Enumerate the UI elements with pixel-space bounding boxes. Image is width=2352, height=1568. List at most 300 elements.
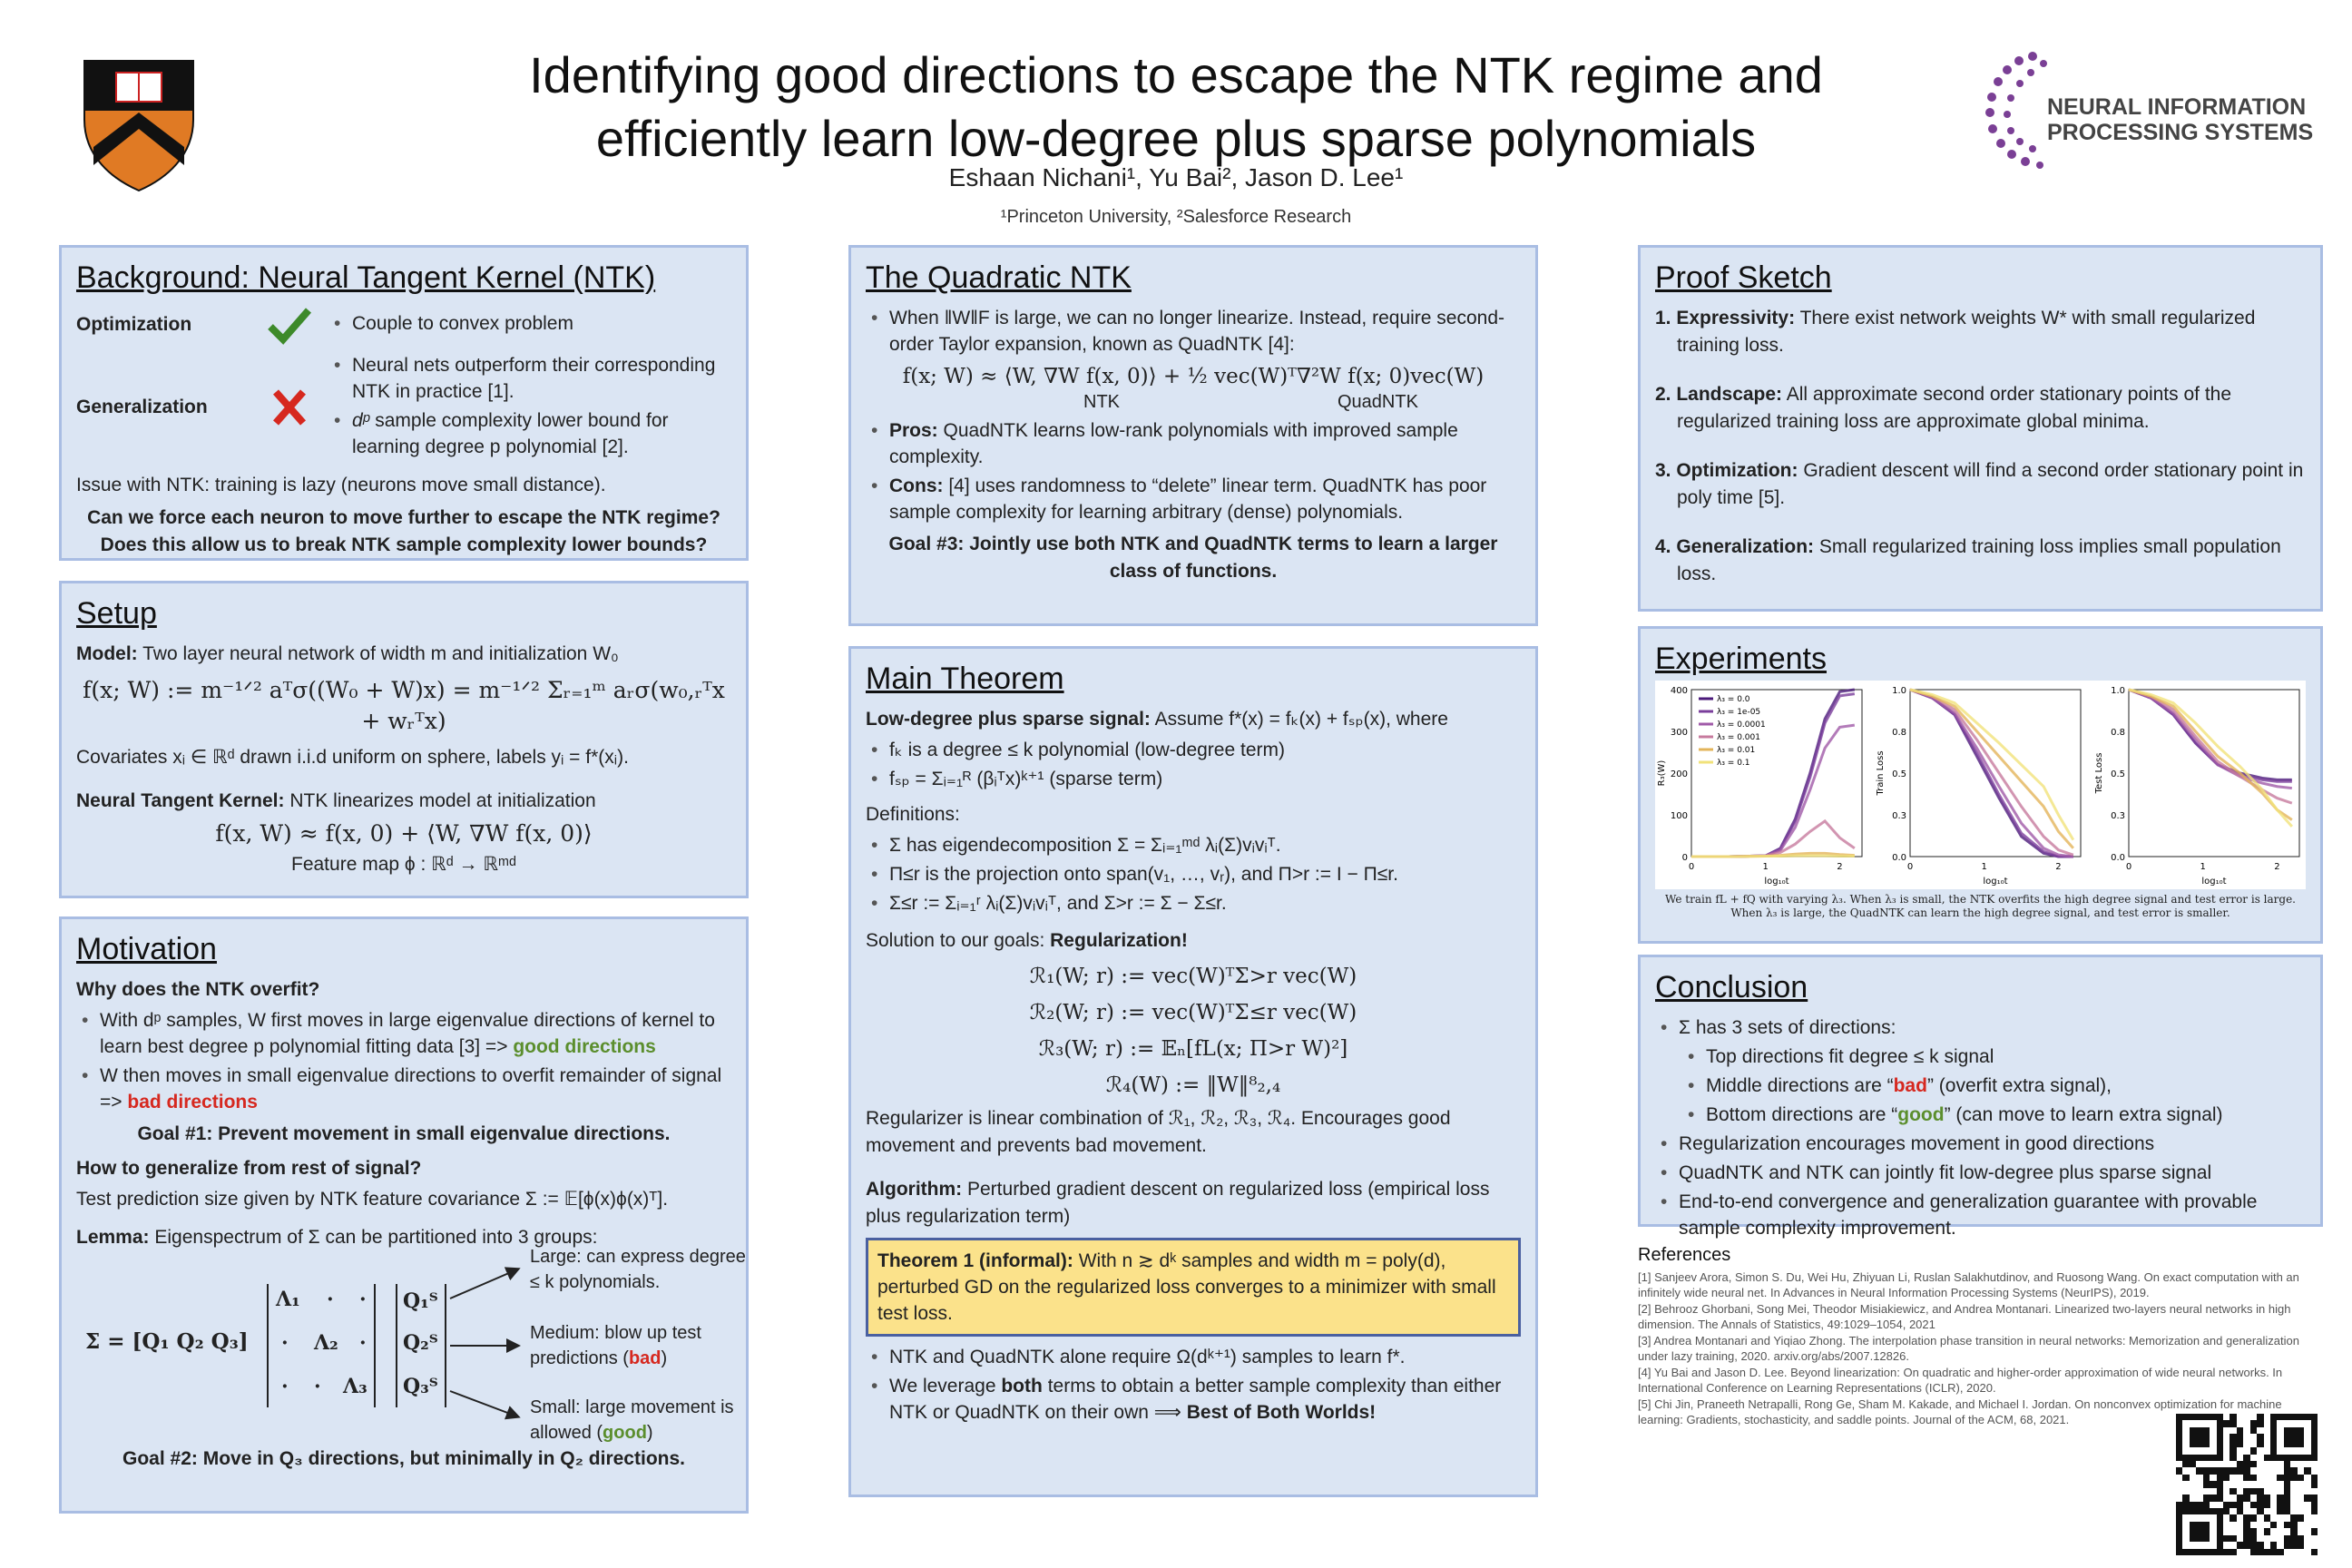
qr-module xyxy=(2176,1414,2182,1420)
q1-transpose: Q₁ᵀ xyxy=(403,1289,438,1313)
qr-module xyxy=(2223,1488,2230,1494)
qr-module xyxy=(2284,1441,2290,1447)
qr-module xyxy=(2257,1522,2263,1528)
optimization-item: • Couple to convex problem xyxy=(328,310,573,337)
c2-post: terms to obtain a better sample complexity than either NTK or QuadNTK on their own ⟹ xyxy=(889,1376,1502,1423)
legend-entry: λ₃ = 0.01 xyxy=(1717,746,1756,755)
qr-module xyxy=(2230,1467,2236,1474)
qr-module xyxy=(2284,1508,2290,1514)
qr-module xyxy=(2210,1542,2216,1548)
qr-module xyxy=(2270,1535,2277,1542)
qr-module xyxy=(2190,1535,2196,1542)
qr-module xyxy=(2270,1494,2277,1501)
quadratic-bullet-1: • When ‖W‖F is large, we can no longer linearize. Instead, require second-order Taylor expansion, known as QuadNTK [4]: xyxy=(866,305,1521,358)
qr-module xyxy=(2196,1420,2202,1426)
qr-module xyxy=(2190,1481,2196,1487)
qr-module xyxy=(2290,1502,2297,1508)
qr-module xyxy=(2250,1502,2257,1508)
qr-module xyxy=(2217,1461,2223,1467)
qr-module xyxy=(2176,1522,2182,1528)
solution-text: Solution to our goals: xyxy=(866,930,1045,951)
generalization-item-1: • Neural nets outperform their corresponding NTK in practice [1]. xyxy=(328,352,728,405)
c1c-pre: Bottom directions are “ xyxy=(1706,1104,1898,1125)
reference-item: [5] Chi Jin, Praneeth Netrapalli, Rong Ge, Sham M. Kakade, and Michael I. Jordan. On nonconvex optimization for machine learning: Gradients, stochasticity, and saddle points. Journal of the ACM, 68, 2021. xyxy=(1638,1397,2282,1426)
qr-module xyxy=(2298,1535,2304,1542)
qr-module xyxy=(2223,1447,2230,1454)
qr-module xyxy=(2217,1514,2223,1521)
qr-module xyxy=(2243,1447,2249,1454)
qr-code[interactable] xyxy=(2176,1414,2318,1555)
qr-module xyxy=(2304,1475,2310,1481)
qr-module xyxy=(2203,1488,2210,1494)
p2-text: All approximate second order stationary points of the regularized training loss are approximate global minima. xyxy=(1677,384,2232,432)
y-tick-label: 0.0 xyxy=(2111,853,2125,863)
sigma-decomposition: Σ = [Q₁ Q₂ Q₃] xyxy=(85,1329,249,1354)
qr-module xyxy=(2284,1481,2290,1487)
qr-module xyxy=(2311,1528,2318,1534)
qr-module xyxy=(2298,1488,2304,1494)
qr-module xyxy=(2277,1542,2283,1548)
qr-module xyxy=(2190,1434,2196,1440)
qr-module xyxy=(2304,1522,2310,1528)
qr-module xyxy=(2217,1434,2223,1440)
qr-module xyxy=(2290,1528,2297,1534)
experiments-heading: Experiments xyxy=(1655,642,1827,676)
qr-module xyxy=(2237,1481,2243,1487)
matrix-dot: · xyxy=(314,1375,321,1398)
qr-module xyxy=(2230,1502,2236,1508)
qr-module xyxy=(2230,1420,2236,1426)
qr-module xyxy=(2243,1494,2249,1501)
eigenspectrum-diagram xyxy=(76,1247,746,1443)
qr-module xyxy=(2196,1542,2202,1548)
qr-module xyxy=(2243,1461,2249,1467)
p4-label: 4. Generalization: xyxy=(1655,536,1815,557)
qr-module xyxy=(2182,1414,2189,1420)
qr-module xyxy=(2270,1528,2277,1534)
experiments-panel xyxy=(1638,626,2323,944)
qr-module xyxy=(2311,1414,2318,1420)
paren: ) xyxy=(646,1423,653,1443)
qr-module xyxy=(2182,1528,2189,1534)
qr-module xyxy=(2217,1414,2223,1420)
qr-module xyxy=(2284,1420,2290,1426)
qr-module xyxy=(2304,1414,2310,1420)
qr-module xyxy=(2270,1481,2277,1487)
qr-module xyxy=(2250,1494,2257,1501)
qr-module xyxy=(2196,1455,2202,1461)
qr-module xyxy=(2210,1514,2216,1521)
qr-module xyxy=(2203,1427,2210,1434)
qr-module xyxy=(2230,1514,2236,1521)
ntk-issue: Issue with NTK: training is lazy (neurons move small distance). xyxy=(76,475,606,495)
proof-heading: Proof Sketch xyxy=(1655,260,1832,295)
qr-module xyxy=(2223,1535,2230,1542)
qr-module xyxy=(2304,1528,2310,1534)
qr-module xyxy=(2270,1475,2277,1481)
qr-module xyxy=(2210,1502,2216,1508)
qr-module xyxy=(2210,1455,2216,1461)
small-eigen-note xyxy=(530,1395,748,1446)
qr-module xyxy=(2230,1475,2236,1481)
qr-module xyxy=(2298,1528,2304,1534)
conclusion-2: • Regularization encourages movement in good directions xyxy=(1655,1131,2306,1157)
qr-module xyxy=(2230,1508,2236,1514)
x-tick-label: 2 xyxy=(1837,862,1843,872)
qr-module xyxy=(2190,1427,2196,1434)
qr-module xyxy=(2270,1447,2277,1454)
qr-module xyxy=(2196,1508,2202,1514)
qr-module xyxy=(2217,1488,2223,1494)
qr-module xyxy=(2243,1522,2249,1528)
qr-module xyxy=(2298,1522,2304,1528)
qr-module xyxy=(2277,1514,2283,1521)
qr-module xyxy=(2190,1447,2196,1454)
qr-module xyxy=(2270,1522,2277,1528)
y-tick-label: 0.3 xyxy=(1892,811,1906,821)
qr-module xyxy=(2176,1542,2182,1548)
qr-module xyxy=(2196,1494,2202,1501)
y-tick-label: 1.0 xyxy=(1892,686,1906,696)
qr-module xyxy=(2243,1535,2249,1542)
goal-1: Goal #1: Prevent movement in small eigenvalue directions. xyxy=(137,1123,671,1144)
qr-module xyxy=(2203,1494,2210,1501)
qr-module xyxy=(2237,1549,2243,1555)
qr-module xyxy=(2203,1434,2210,1440)
dp-math: dᵖ xyxy=(352,410,370,431)
qr-module xyxy=(2277,1455,2283,1461)
qr-module xyxy=(2190,1522,2196,1528)
qr-module xyxy=(2290,1414,2297,1420)
pros-label: Pros: xyxy=(889,420,938,441)
qr-module xyxy=(2284,1488,2290,1494)
qr-module xyxy=(2304,1427,2310,1434)
qr-module xyxy=(2182,1475,2189,1481)
x-tick-label: 0 xyxy=(1906,862,1914,872)
motivation-heading: Motivation xyxy=(76,932,217,966)
x-tick-label: 2 xyxy=(2055,862,2062,872)
qr-module xyxy=(2196,1481,2202,1487)
qr-module xyxy=(2210,1461,2216,1467)
qr-module xyxy=(2182,1522,2189,1528)
c1b-pre: Middle directions are “ xyxy=(1706,1075,1894,1096)
quadntk-equation: f(x; W) ≈ ⟨W, ∇W f(x, 0)⟩ + ½ vec(W)ᵀ∇²W f(x; 0)vec(W) xyxy=(902,365,1485,388)
qr-module xyxy=(2284,1427,2290,1434)
generalization-label: Generalization xyxy=(76,397,208,417)
cross-icon xyxy=(267,385,312,430)
qr-module xyxy=(2196,1427,2202,1434)
qr-module xyxy=(2210,1535,2216,1542)
qr-module xyxy=(2264,1549,2270,1555)
qr-module xyxy=(2264,1535,2270,1542)
qr-module xyxy=(2311,1481,2318,1487)
qr-module xyxy=(2304,1514,2310,1521)
qr-module xyxy=(2203,1535,2210,1542)
qr-module xyxy=(2243,1549,2249,1555)
qr-module xyxy=(2304,1488,2310,1494)
qr-module xyxy=(2270,1434,2277,1440)
proof-sketch-panel xyxy=(1638,245,2323,612)
ntk-underbrace-label: NTK xyxy=(1083,392,1120,412)
qr-module xyxy=(2203,1549,2210,1555)
medium-text: Medium: blow up test predictions ( xyxy=(530,1323,701,1368)
qr-module xyxy=(2243,1488,2249,1494)
qr-module xyxy=(2250,1441,2257,1447)
solution-bold: Regularization! xyxy=(1050,930,1188,951)
medium-eigen-note xyxy=(530,1320,748,1371)
qr-module xyxy=(2190,1414,2196,1420)
p1-text: There exist network weights W* with small regularized training loss. xyxy=(1677,308,2256,356)
qr-module xyxy=(2182,1461,2189,1467)
qr-module xyxy=(2217,1502,2223,1508)
qr-module xyxy=(2284,1447,2290,1454)
proof-step-1 xyxy=(1655,305,2306,359)
qr-module xyxy=(2243,1481,2249,1487)
qr-module xyxy=(2176,1508,2182,1514)
qr-module xyxy=(2284,1522,2290,1528)
qr-module xyxy=(2223,1461,2230,1467)
checkmark-icon xyxy=(267,305,312,345)
qr-module xyxy=(2304,1549,2310,1555)
qr-module xyxy=(2243,1475,2249,1481)
qr-module xyxy=(2277,1447,2283,1454)
c1c-post: ” (can move to learn extra signal) xyxy=(1944,1104,2223,1125)
covariates-text: Covariates xᵢ ∈ ℝᵈ drawn i.i.d uniform on sphere, labels yᵢ = f*(xᵢ). xyxy=(76,747,629,768)
motivation-bullet-1 xyxy=(76,1007,731,1060)
arrows xyxy=(446,1257,528,1438)
qr-module xyxy=(2190,1455,2196,1461)
qr-module xyxy=(2182,1427,2189,1434)
experiment-chart-1 xyxy=(1655,681,1868,889)
fk-definition: • fₖ is a degree ≤ k polynomial (low-degree term) xyxy=(866,737,1521,763)
y-tick-label: 0.0 xyxy=(1892,853,1906,863)
qr-module xyxy=(2284,1434,2290,1440)
qr-module xyxy=(2311,1475,2318,1481)
qr-module xyxy=(2176,1434,2182,1440)
qr-module xyxy=(2284,1461,2290,1467)
bullet-2-text: W then moves in small eigenvalue directions to overfit remainder of signal => xyxy=(100,1065,722,1112)
matrix-dot: · xyxy=(281,1331,289,1355)
qr-module xyxy=(2203,1420,2210,1426)
qr-module xyxy=(2176,1514,2182,1521)
qr-module xyxy=(2257,1475,2263,1481)
references xyxy=(1638,1245,2300,1428)
bullet-1-text: With dᵖ samples, W first moves in large eigenvalue directions of kernel to learn best degree p polynomial fitting data [3] => xyxy=(100,1010,715,1057)
affiliations: ¹Princeton University, ²Salesforce Research xyxy=(1000,207,1352,227)
qr-module xyxy=(2311,1542,2318,1548)
qr-module xyxy=(2223,1514,2230,1521)
qr-module xyxy=(2304,1455,2310,1461)
qr-module xyxy=(2210,1522,2216,1528)
legend-entry: λ₃ = 0.001 xyxy=(1717,733,1760,742)
qr-module xyxy=(2223,1455,2230,1461)
qr-module xyxy=(2270,1549,2277,1555)
qr-module xyxy=(2277,1549,2283,1555)
qr-module xyxy=(2284,1494,2290,1501)
qr-module xyxy=(2250,1447,2257,1454)
qr-module xyxy=(2311,1467,2318,1474)
generalization-item-2 xyxy=(328,407,728,460)
x-tick-label: 1 xyxy=(1981,862,1987,872)
qr-module xyxy=(2203,1447,2210,1454)
setup-panel xyxy=(59,581,749,898)
y-tick-label: 200 xyxy=(1670,769,1688,779)
qr-module xyxy=(2264,1441,2270,1447)
authors: Eshaan Nichani¹, Yu Bai², Jason D. Lee¹ xyxy=(948,163,1404,191)
qr-module xyxy=(2230,1522,2236,1528)
qr-module xyxy=(2250,1535,2257,1542)
qr-module xyxy=(2210,1420,2216,1426)
qr-module xyxy=(2257,1441,2263,1447)
qr-module xyxy=(2182,1455,2189,1461)
cons-label: Cons: xyxy=(889,475,944,496)
qr-module xyxy=(2298,1434,2304,1440)
conclusion-1c xyxy=(1655,1102,2306,1128)
matrix-dot: · xyxy=(359,1288,367,1311)
p3-label: 3. Optimization: xyxy=(1655,460,1798,481)
ntk-equation: f(x, W) ≈ f(x, 0) + ⟨W, ∇W f(x, 0)⟩ xyxy=(215,820,593,847)
qr-module xyxy=(2298,1514,2304,1521)
goal-3: Goal #3: Jointly use both NTK and QuadNTK terms to learn a larger class of functions. xyxy=(888,534,1498,582)
qr-module xyxy=(2190,1475,2196,1481)
qr-module xyxy=(2311,1502,2318,1508)
y-tick-label: 0.8 xyxy=(2111,728,2125,738)
qr-module xyxy=(2298,1549,2304,1555)
qr-module xyxy=(2298,1502,2304,1508)
qr-module xyxy=(2237,1467,2243,1474)
qr-module xyxy=(2237,1542,2243,1548)
qr-module xyxy=(2190,1528,2196,1534)
c2-pre: We leverage xyxy=(889,1376,996,1396)
qr-module xyxy=(2284,1549,2290,1555)
lambda-1: Λ₁ xyxy=(276,1288,300,1311)
qr-module xyxy=(2277,1434,2283,1440)
title-line-2: efficiently learn low-degree plus sparse polynomials xyxy=(595,110,1757,167)
qr-module xyxy=(2217,1447,2223,1454)
generalization-item-2-text: sample complexity lower bound for learning degree p polynomial [2]. xyxy=(352,410,669,457)
quadratic-ntk-panel xyxy=(848,245,1538,626)
qr-module xyxy=(2217,1441,2223,1447)
qr-module xyxy=(2196,1414,2202,1420)
qr-module xyxy=(2217,1522,2223,1528)
qr-module xyxy=(2182,1535,2189,1542)
qr-module xyxy=(2257,1427,2263,1434)
qr-module xyxy=(2176,1447,2182,1454)
qr-module xyxy=(2304,1502,2310,1508)
qr-module xyxy=(2304,1447,2310,1454)
qr-module xyxy=(2264,1514,2270,1521)
neurips-line-1: NEURAL INFORMATION xyxy=(2047,94,2307,120)
question-overfit: Why does the NTK overfit? xyxy=(76,979,320,1000)
qr-module xyxy=(2304,1494,2310,1501)
qr-module xyxy=(2264,1427,2270,1434)
qr-module xyxy=(2290,1494,2297,1501)
qr-module xyxy=(2237,1502,2243,1508)
qr-module xyxy=(2290,1461,2297,1467)
motivation-panel xyxy=(59,916,749,1514)
qr-module xyxy=(2203,1475,2210,1481)
qr-module xyxy=(2223,1508,2230,1514)
qr-module xyxy=(2264,1467,2270,1474)
qr-module xyxy=(2270,1461,2277,1467)
qr-module xyxy=(2230,1488,2236,1494)
main-theorem-panel xyxy=(848,646,1538,1497)
qr-module xyxy=(2257,1488,2263,1494)
qr-module xyxy=(2264,1542,2270,1548)
qr-module xyxy=(2257,1535,2263,1542)
qr-module xyxy=(2250,1514,2257,1521)
qr-module xyxy=(2223,1475,2230,1481)
qr-module xyxy=(2250,1488,2257,1494)
qr-module xyxy=(2217,1494,2223,1501)
qr-module xyxy=(2182,1494,2189,1501)
qr-module xyxy=(2176,1494,2182,1501)
qr-module xyxy=(2230,1535,2236,1542)
qr-module xyxy=(2264,1455,2270,1461)
qr-module xyxy=(2210,1447,2216,1454)
cons-text: [4] uses randomness to “delete” linear term. QuadNTK has poor sample complexity for learning arbitrary (dense) polynomials. xyxy=(889,475,1487,523)
definitions-label: Definitions: xyxy=(866,804,960,825)
qr-module xyxy=(2230,1528,2236,1534)
x-tick-label: 1 xyxy=(1762,862,1769,872)
qr-module xyxy=(2257,1514,2263,1521)
qr-module xyxy=(2196,1467,2202,1474)
qr-module xyxy=(2257,1414,2263,1420)
qr-module xyxy=(2290,1488,2297,1494)
qr-module xyxy=(2270,1508,2277,1514)
qr-module xyxy=(2217,1481,2223,1487)
series-line xyxy=(1691,856,1855,857)
qr-module xyxy=(2190,1494,2196,1501)
qr-module xyxy=(2264,1488,2270,1494)
qr-module xyxy=(2311,1455,2318,1461)
qr-module xyxy=(2284,1455,2290,1461)
pros-text: QuadNTK learns low-rank polynomials with improved sample complexity. xyxy=(889,420,1458,467)
qr-module xyxy=(2203,1455,2210,1461)
regularizer-4: ℛ₄(W) := ‖W‖⁸₂,₄ xyxy=(1105,1073,1281,1097)
qr-module xyxy=(2210,1414,2216,1420)
qr-module xyxy=(2190,1508,2196,1514)
qr-module xyxy=(2237,1461,2243,1467)
qr-module xyxy=(2284,1514,2290,1521)
qr-module xyxy=(2203,1522,2210,1528)
qr-module xyxy=(2250,1461,2257,1467)
qr-module xyxy=(2277,1420,2283,1426)
paren: ) xyxy=(661,1348,668,1368)
qr-module xyxy=(2237,1441,2243,1447)
qr-module xyxy=(2176,1535,2182,1542)
qr-module xyxy=(2243,1414,2249,1420)
qr-module xyxy=(2290,1455,2297,1461)
qr-module xyxy=(2243,1514,2249,1521)
x-axis-label: log₁₀t xyxy=(1764,877,1789,887)
qr-module xyxy=(2257,1481,2263,1487)
matrix-dot: · xyxy=(327,1288,334,1311)
theorem-bullet-1: • NTK and QuadNTK alone require Ω(dᵏ⁺¹) samples to learn f*. xyxy=(866,1344,1521,1370)
qr-module xyxy=(2311,1420,2318,1426)
qr-module xyxy=(2190,1441,2196,1447)
y-axis-label: Train Loss xyxy=(1876,750,1886,796)
signal-label: Low-degree plus sparse signal: xyxy=(866,709,1151,730)
small-good: good xyxy=(603,1423,647,1443)
qr-module xyxy=(2203,1467,2210,1474)
qr-module xyxy=(2223,1427,2230,1434)
qr-module xyxy=(2190,1514,2196,1521)
qr-module xyxy=(2176,1455,2182,1461)
qr-module xyxy=(2243,1441,2249,1447)
qr-module xyxy=(2217,1542,2223,1548)
theorem-heading: Main Theorem xyxy=(866,662,1064,696)
